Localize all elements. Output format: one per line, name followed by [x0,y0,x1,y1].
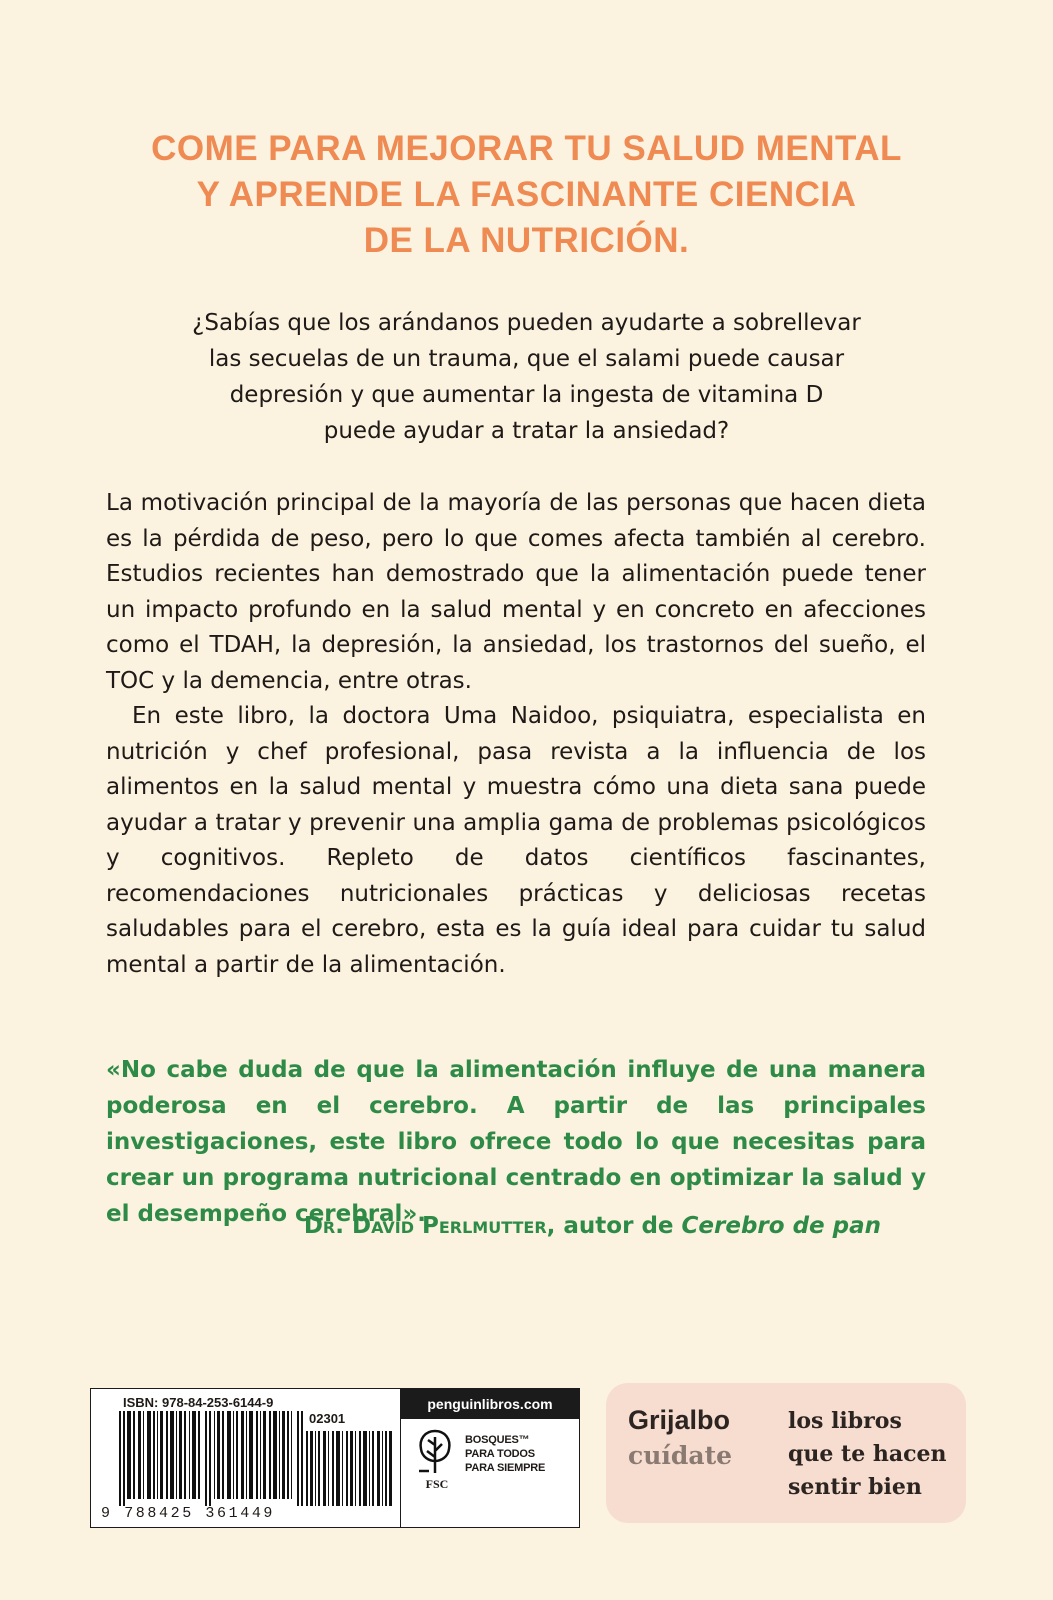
barcode-addon-bars [306,1431,392,1506]
intro-line: las secuelas de un trauma, que el salami puede causar [208,346,845,372]
barcode-area [91,1389,400,1527]
quote-book-title: Cerebro de pan [681,1213,881,1239]
collection-name: cuídate [628,1441,733,1470]
intro-line: puede ayudar a tratar la ansiedad? [323,418,730,444]
tagline-line: que te hacen [788,1441,947,1467]
fsc-tree-icon [415,1427,455,1477]
fsc-area [400,1389,579,1527]
publisher-tagline [788,1405,947,1504]
barcode-digits: 9 788425 361449 [101,1505,276,1522]
body-text [106,486,926,983]
blurb-attribution [106,1213,881,1239]
intro-line: depresión y que aumentar la ingesta de vitamina D [229,382,824,408]
fsc-slogan [465,1433,545,1475]
tagline-line: los libros [788,1408,902,1434]
fsc-slogan-line: BOSQUES™ [465,1434,530,1446]
fsc-slogan-line: PARA TODOS [465,1448,535,1460]
isbn-number: ISBN: 978-84-253-6144-9 [123,1395,274,1410]
intro-question [100,305,953,449]
headline-line: Y APRENDE LA FASCINANTE CIENCIA [196,175,857,214]
body-paragraph: La motivación principal de la mayoría de las personas que hacen dieta es la pérdida de peso, pero lo que comes afecta también al cerebro. Estudios recientes han demostrado que la alimentación puede tener un impacto profundo en la salud mental y en concreto en afecciones como el TDAH, la depresión, la ansiedad, los trastornos del sueño, el TOC y la demencia, entre otras. [106,490,926,694]
publisher-box [606,1383,966,1523]
website-label: penguinlibros.com [401,1389,579,1419]
headline-line: DE LA NUTRICIÓN. [363,221,690,260]
price-code: 02301 [309,1411,346,1426]
headline-line: COME PARA MEJORAR TU SALUD MENTAL [151,129,902,168]
barcode-box [90,1388,580,1528]
tagline-line: sentir bien [788,1474,922,1500]
publisher-logo-text: Grijalbo [628,1405,731,1435]
fsc-label: FSC [425,1477,449,1491]
blurb-quote: «No cabe duda de que la alimentación influye de una manera poderosa en el cerebro. A partir de las principales investigaciones, este libro ofrece todo lo que necesitas para crear un programa nutricional centrado en optimizar la salud y el desempeño cerebral». [106,1057,926,1227]
quote-author: Dr. David Perlmutter [303,1213,547,1239]
headline [60,126,993,264]
intro-line: ¿Sabías que los arándanos pueden ayudarte a sobrellevar [192,310,861,336]
quote-author-suffix: , autor de [546,1213,682,1239]
body-paragraph: En este libro, la doctora Uma Naidoo, psiquiatra, especialista en nutrición y chef profesional, pasa revista a la influencia de los alimentos en la salud mental y muestra cómo una dieta sana puede ayudar a tratar y prevenir una amplia gama de problemas psicológicos y cognitivos. Repleto de datos científicos fascinantes, recomendaciones nutricionales prácticas y deliciosas recetas saludables para el cerebro, esta es la guía ideal para cuidar tu salud mental a partir de la alimentación. [106,703,926,978]
barcode-bars [119,1411,303,1506]
fsc-slogan-line: PARA SIEMPRE [465,1462,546,1474]
